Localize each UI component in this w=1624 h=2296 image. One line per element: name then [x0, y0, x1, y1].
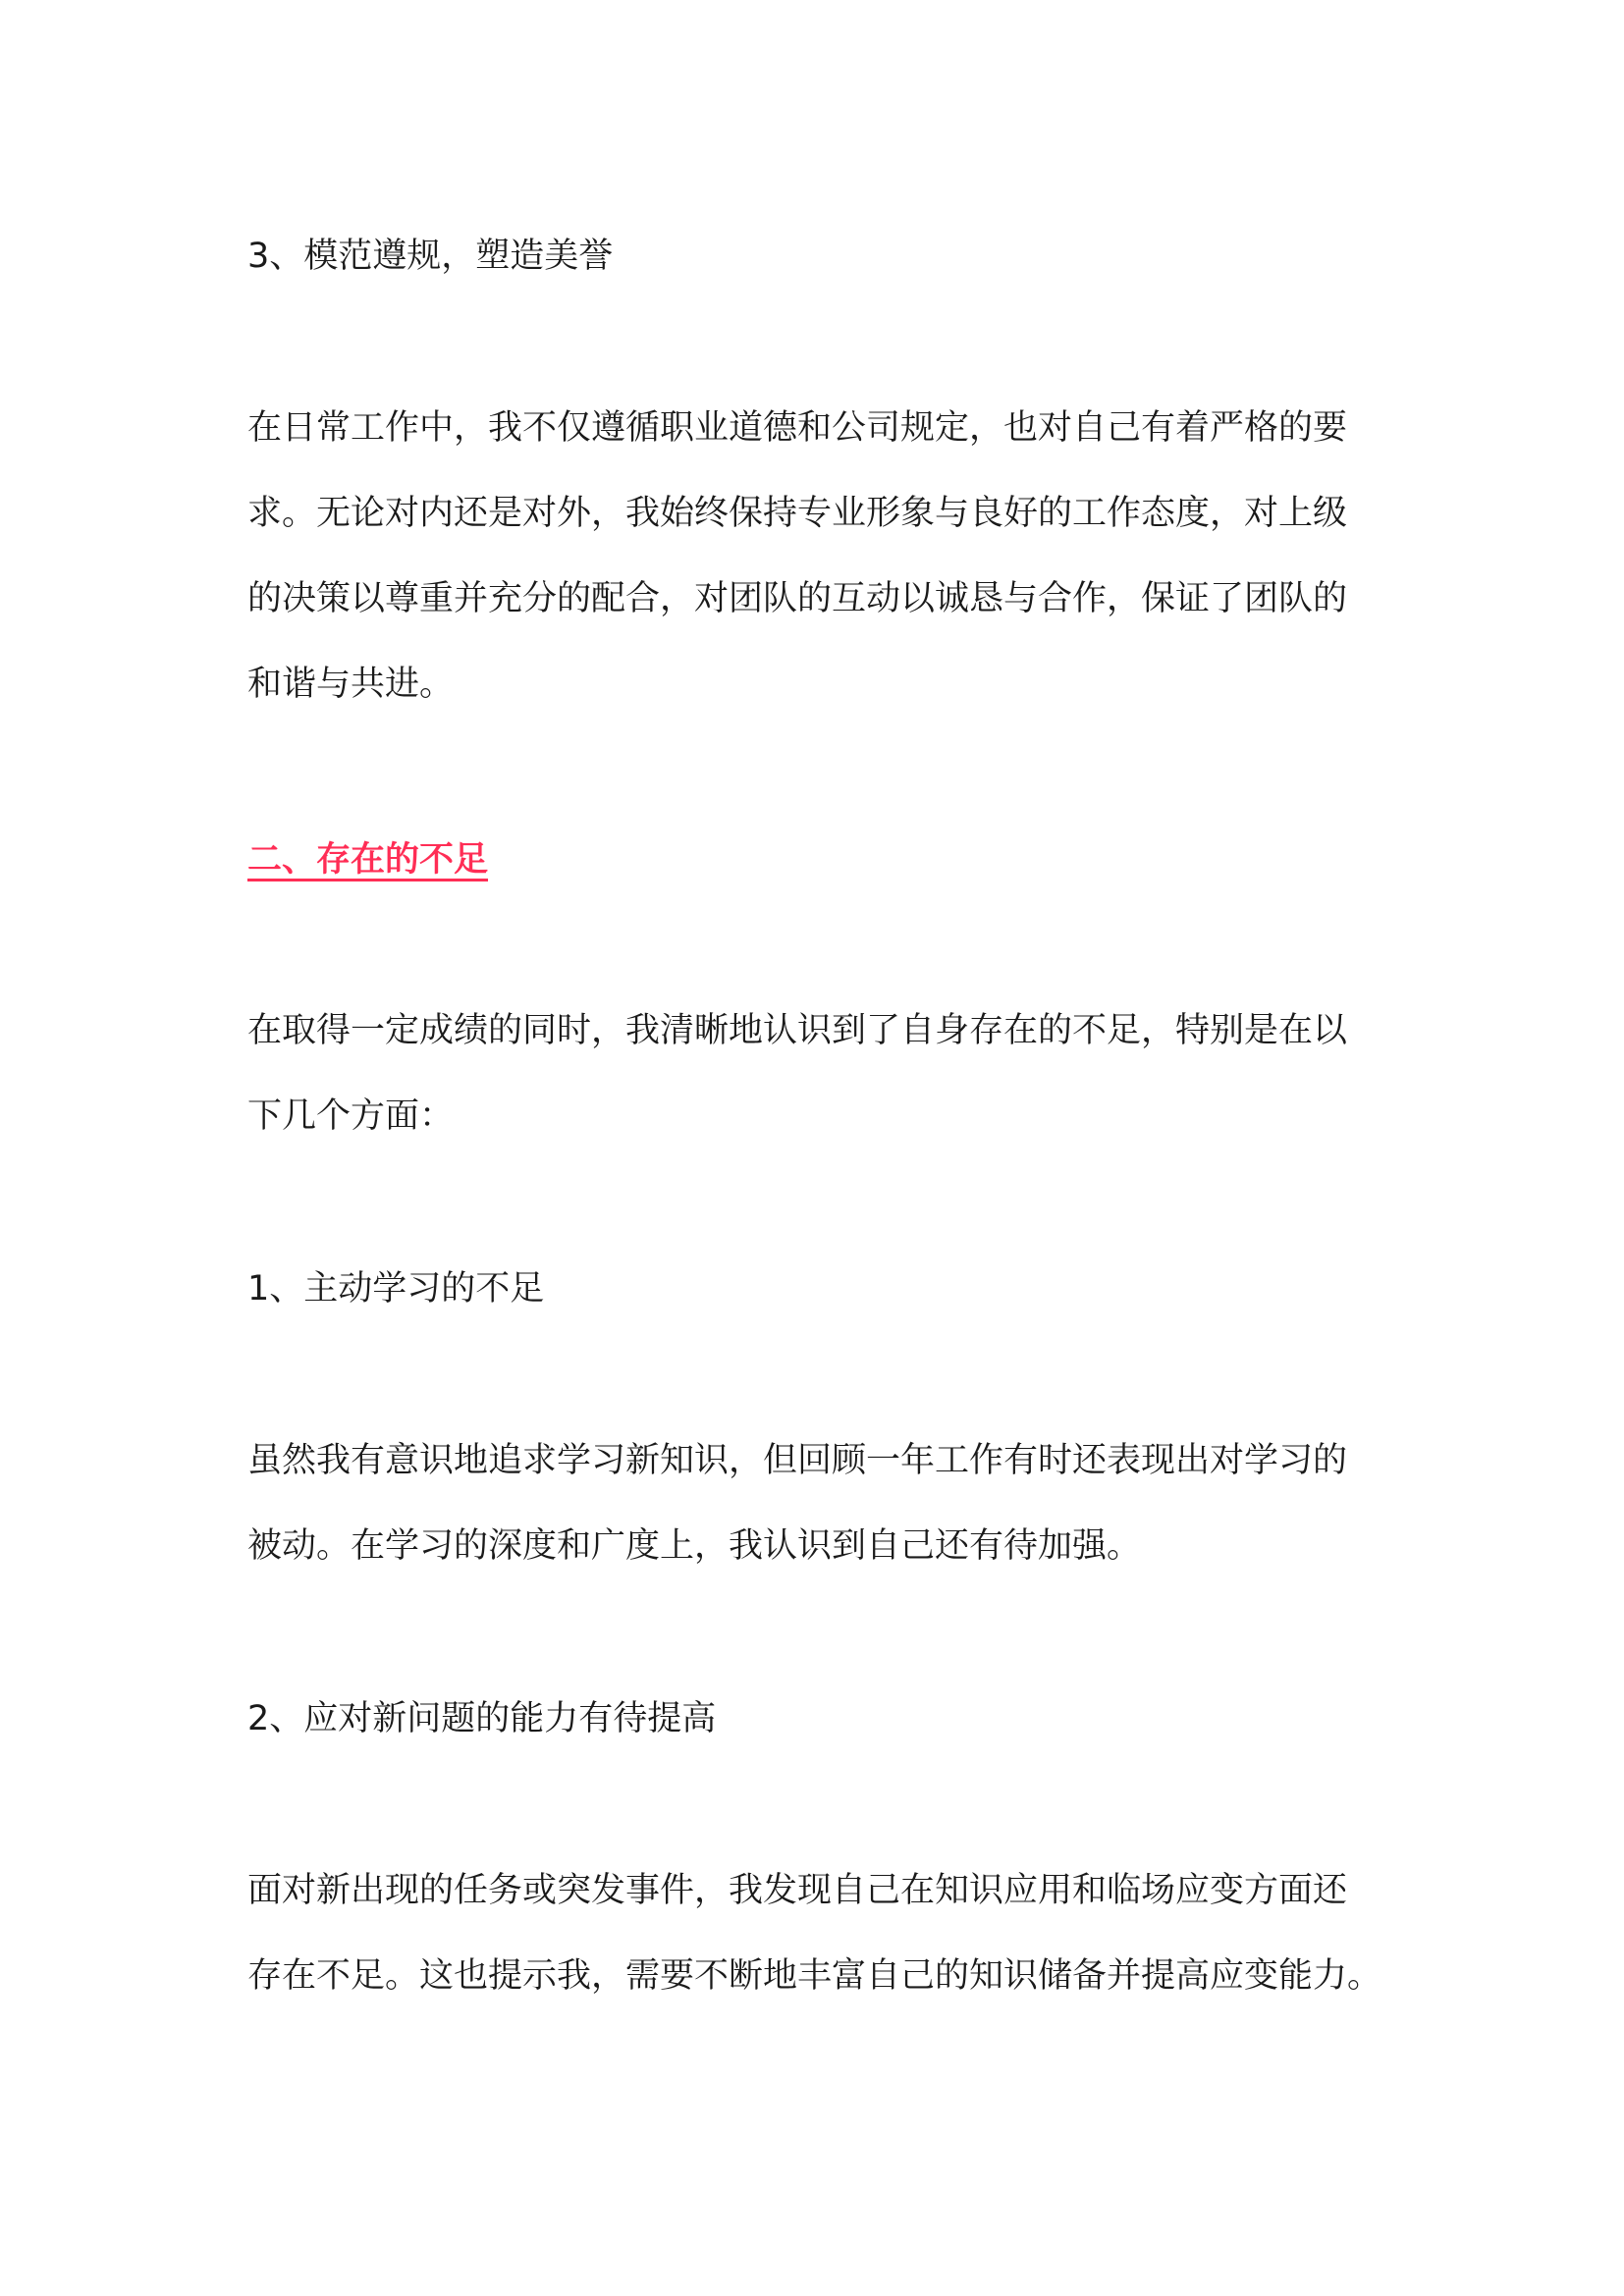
- paragraph-line: 被动。在学习的深度和广度上，我认识到自己还有待加强。: [247, 1526, 1142, 1566]
- sub1-title: 1、主动学习的不足: [247, 1269, 545, 1308]
- section2-intro-paragraph: [247, 988, 1406, 1159]
- paragraph-line: 下几个方面：: [247, 1096, 455, 1136]
- paragraph-line: 存在不足。这也提示我，需要不断地丰富自己的知识储备并提高应变能力。: [247, 1956, 1382, 1996]
- item3-paragraph: [247, 386, 1406, 727]
- paragraph-line: 的决策以尊重并充分的配合，对团队的互动以诚恳与合作，保证了团队的: [247, 579, 1348, 618]
- sub2-title: 2、应对新问题的能力有待提高: [247, 1699, 717, 1738]
- paragraph-line: 求。无论对内还是对外，我始终保持专业形象与良好的工作态度，对上级: [247, 494, 1348, 533]
- sub1-paragraph: [247, 1418, 1406, 1589]
- paragraph-line: 面对新出现的任务或突发事件，我发现自己在知识应用和临场应变方面还: [247, 1871, 1348, 1910]
- paragraph-line: 和谐与共进。: [247, 665, 455, 704]
- paragraph-line: 在取得一定成绩的同时，我清晰地认识到了自身存在的不足，特别是在以: [247, 1011, 1348, 1050]
- sub2-paragraph: [247, 1848, 1406, 2019]
- paragraph-line: 在日常工作中，我不仅遵循职业道德和公司规定，也对自己有着严格的要: [247, 408, 1348, 448]
- item3-title: 3、模范遵规，塑造美誉: [247, 237, 614, 276]
- section2-heading: 二、存在的不足: [247, 840, 489, 880]
- paragraph-line: 虽然我有意识地追求学习新知识，但回顾一年工作有时还表现出对学习的: [247, 1441, 1348, 1480]
